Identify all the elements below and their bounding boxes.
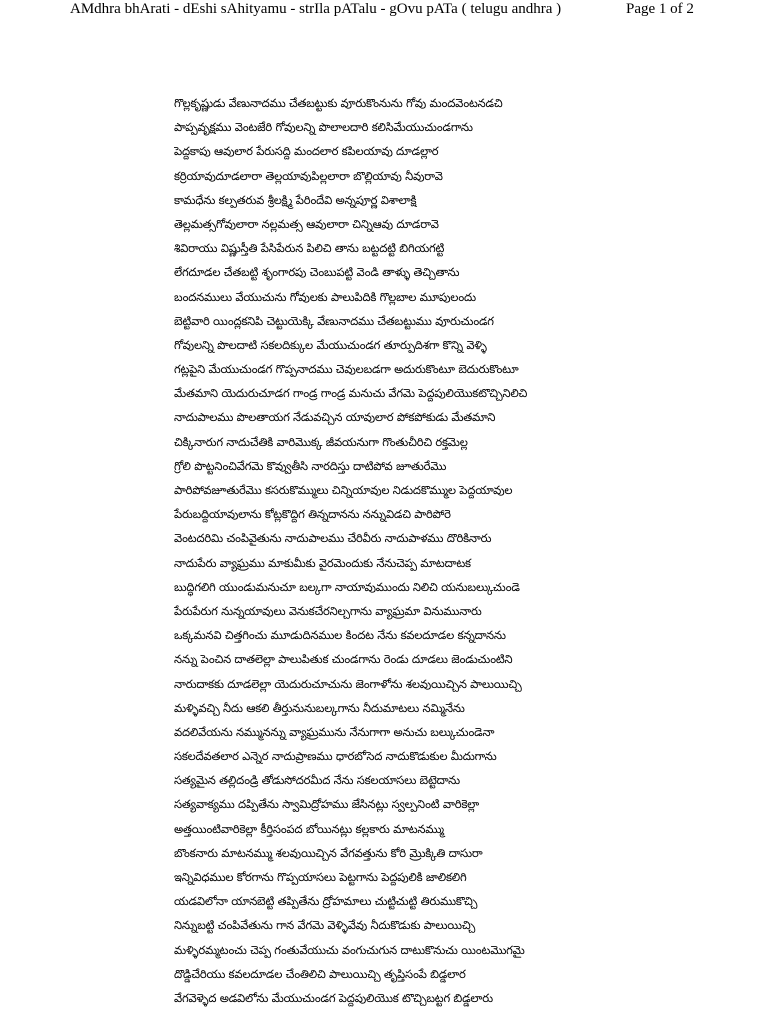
poem-line: గొల్లకృష్ణుడు వేణునాదము చేతబట్టుకు వూరుకొంనును గోవు మందవెంటనడచి (174, 96, 503, 110)
poem-body (174, 91, 594, 1010)
poem-line: మేతమాని యెదురుచూడగ గాండ్ర గాండ్ర మనుచు వేగమె పెద్దపులియొకటొచ్చినిలిచి (174, 386, 528, 401)
poem-line: చిక్కినారుగ నాదుచేతికి వారిమొక్క జీవయనుగా గొంతుచీరిచి రక్తమెల్ల (174, 434, 468, 449)
poem-line: ఇన్నివిధముల కోరగాను గొప్పయాసలు పెట్టగాను పెద్దపులికి జాలికలిగి (174, 870, 467, 884)
poem-line: నాదుపాలము పొలతాయగ నేడువచ్చిన యావులార పోకపోకుడు మేతమాని (174, 410, 496, 425)
poem-line: కామధేను కల్పతరువ శ్రీలక్ష్మి పేరిందేవి అన్నపూర్ణ విశాలాక్షి (174, 192, 417, 207)
poem-line: పేరుబద్దియావులాను కోట్లకొద్దిగ తిన్నదానను నన్నువిడచి పారిపోరె (174, 507, 451, 522)
poem-line: తెల్లమత్సగోవులారా నల్లమత్స ఆవులారా చిన్నిఆవు దూడరావె (174, 216, 439, 231)
poem-line: ఒక్కమనవి చిత్తగించు మూడుదినముల కిందట నేను కవలదూడల కన్నదానను (174, 628, 506, 643)
poem-line: కర్రియావుదూడలారా తెల్లయావుపిల్లలారా బొల్లియావు నీవురావె (174, 168, 443, 183)
poem-line: నారుదాకకు దూడలెల్లా యెదురుచూచును జెంగాళోను శలవుయిచ్చిన పాలుయిచ్చి (174, 676, 522, 691)
poem-line: పాప్పవృక్షము వెంటజేరి గోవులన్ని పొలాలదారి కలిసిమేయుచుండగాను (174, 120, 473, 135)
poem-line: వెంటదరిమి చంపివైతును నాదుపాలము చేరివీరు నాదుపాళము దొరికినారు (174, 531, 492, 546)
poem-line: పెద్దకాపు ఆవులార పేరుసద్ది మందలార కపిలయావు దూడల్లార (174, 144, 439, 159)
poem-line: పేరుపేరుగ నున్నయావులు వెనుకచేరనిల్చగాను వ్యాఘ్రమా వినుమునారు (174, 603, 482, 618)
poem-line: లేగదూడల చేతబట్టి శృంగారపు చెంబుపట్టి వెండి తాళ్ళు తెచ్చితాను (174, 265, 460, 280)
poem-line: వదలివేయను నమ్మునన్ను వ్యాఘ్రమును నేనుగాగా అనుచు బల్కుచుండెనా (174, 724, 495, 739)
poem-line: బొంకనారు మాటనమ్ము శలవుయిచ్చిన వేగవత్తును కోరి మ్రొక్కితి దాసురా (174, 845, 483, 860)
poem-line: సత్యమైన తల్లిదండ్రి తోడుసోదరమీద నేను సకలయాసలు బెట్టెదాను (174, 773, 460, 788)
poem-line: సత్యవాక్యము దప్పితేను స్వామిద్రోహము జేసినట్లు స్వల్పనింటి వారికెల్లా (174, 797, 479, 812)
poem-line: దొడ్డిచేరియు కవలదూడల చేంతిలిచి పాలుయిచ్చి తృప్తిసంపే బిడ్డలార (174, 966, 466, 981)
poem-line: సకలదేవతలార ఎన్నెర నాదుప్రాణము ధారబోసెద నాదుకొడుకుల మీదుగాను (174, 749, 497, 764)
poem-line: మళ్ళివచ్చి నీదు ఆకలి తీర్తునునుబల్కగాను నీదుమాటలు నమ్మినేను (174, 700, 465, 715)
poem-line: బందనములు వేయుచును గోవులకు పాలుపిదికి గొల్లబాల మూపులందు (174, 289, 476, 304)
page-number: Page 1 of 2 (626, 1, 694, 17)
poem-line: బెట్టివారి యింద్లకనిపి చెట్టుయెక్కి వేణునాదము చేతబట్టుము వూరుచుండగ (174, 313, 494, 328)
poem-line: గ్రోలి పొట్టనించివేగమె కొవ్వుతీసి నారదిస్తు దాటిపోవ జూతురేమొ (174, 458, 447, 473)
poem-line: గట్లపైని మేయుచుండగ గొప్పనాదము చెవులబడగా అదురుకొంటూ బెదురుకొంటూ (174, 362, 519, 377)
poem-line: గోవులన్ని పొలదాటి సకలదిక్కుల మేయుచుండగ తూర్పుదిశగా కొన్ని వెళ్ళి (174, 337, 487, 352)
document-title: AMdhra bhArati - dEshi sAhityamu - strIla pATalu - gOvu pATa ( telugu andhra ) (70, 1, 562, 17)
poem-line: నన్ను పెంచిన దాతలెల్లా పాలుపితుక చుండగాను రెండు దూడలు జెండుచుంటిని (174, 652, 513, 667)
poem-line: అత్తయింటివారికెల్లా కీర్తిసంపద బోయినట్లు కల్లకారు మాటనమ్ము (174, 821, 444, 836)
poem-line: యడవిలోనా యానబెట్టి తప్పితేను ద్రోహమాలు చుట్టిచుట్టి తిరుముకొచ్చి (174, 894, 478, 909)
poem-line: శివిరాయు విష్ణుస్తీతి పేసిపేరున పిలిచి తాను బట్టదట్టి బిగియగట్టి (174, 241, 445, 256)
poem-line: వేగవెళ్ళెద అడవిలోను మేయుచుండగ పెద్దపులియొక టొచ్చిబట్టగ బిడ్డలారు (174, 990, 493, 1005)
poem-line: నిన్నుబట్టి చంపివేతును గాన వేగమె వెళ్ళివేవు నీదుకొడుకు పాలుయిచ్చి (174, 918, 476, 933)
poem-line: పారిపోవజూతురేమొ కసరుకొమ్ములు చిన్నియావుల నిడుదకొమ్ముల పెద్దయావుల (174, 483, 513, 497)
poem-line: నాదుపేరు వ్యాఘ్రము మాకుమీకు వైరమెందుకు నేనుచెప్ప మాటదాటక (174, 555, 471, 570)
poem-line: మళ్ళిరమ్మటంచు చెప్ప గంతువేయుచు వంగుచుగున దాటుకొనుచు యింటమొగమై (174, 942, 525, 957)
poem-line: బుద్ధిగలిగి యుండుమనుచూ బల్కగా నాయావుముందు నిలిచి యనుబల్కుచుండె (174, 579, 520, 594)
page-header (0, 0, 768, 24)
